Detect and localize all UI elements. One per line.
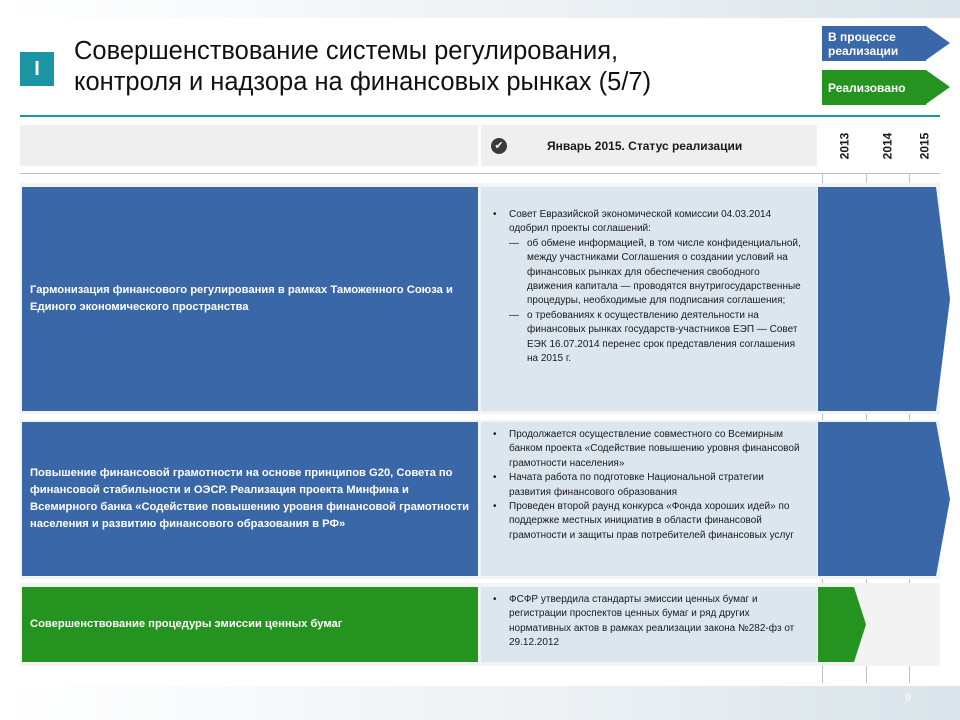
legend-in-progress-label: В процессе реализации [828,29,899,58]
legend-in-progress-arrow [926,26,950,60]
year-label-2014: 2014 [880,132,895,159]
list-item [493,309,801,367]
list-item [493,237,801,309]
row-2-label [22,422,478,576]
bullet-marker: • [493,501,497,513]
row-1-status-text [481,187,817,411]
row-3-label [22,587,478,662]
list-item-text: Продолжается осуществление совместного со Всемирным банком проекта «Содействие повышению уровня финансовой грамотности населения» [509,429,800,469]
page-title-line-2: контроля и надзора на финансовых рынках (5/7) [74,68,652,96]
row-2-status-text [481,422,817,576]
list-item-text: об обмене информацией, в том числе конфиденциальной, между участниками Соглашения о создании условий на финансовых рынках для обеспечения свободного движения капитала — проводятся внутригосударственные процедуры, необходимые для подписания соглашения; [527,237,801,307]
row-1-progress-arrow [818,187,952,411]
bullet-marker: • [493,209,497,220]
bullet-marker: • [493,429,497,440]
list-item [493,208,801,237]
list-item-text: ФСФР утвердила стандарты эмиссии ценных бумаг и регистрации проспектов ценных бумаг и ряд других нормативных актов в рамках реализации закона №282-фз от 29.12.2012 [509,594,795,649]
title-divider [20,115,940,117]
bullet-marker: • [493,594,497,605]
top-decor-band [0,0,960,18]
year-label-2013: 2013 [836,132,851,159]
year-header-2013 [822,125,866,166]
year-label-2015: 2015 [917,132,932,159]
year-header-2015 [909,125,940,166]
section-number: I [34,57,40,80]
legend-implemented-label: Реализовано [828,80,906,95]
list-item [493,428,805,471]
grid-top-line [20,173,940,174]
section-number-badge [20,52,54,86]
row-3-status-text [481,587,817,662]
page-number: 9 [905,692,912,704]
row-2-label-text: Повышение финансовой грамотности на основе принципов G20, Совета по финансовой стабильности и ОЭСР. Реализация проекта Минфина и Всемирного банка «Содействие повышению уровня финансовой грамотности населения и развитию финансового образования в РФ» [30,467,469,530]
legend-in-progress [822,26,926,61]
bullet-marker: • [493,472,497,484]
bottom-decor-band [0,686,960,720]
page-title [74,36,794,98]
row-1-label-text: Гармонизация финансового регулирования в рамках Таможенного Союза и Единого экономического пространства [30,284,453,313]
dash-marker: — [509,309,519,321]
page-title-line-1: Совершенствование системы регулирования, [74,37,619,65]
table-header-status [481,125,817,166]
status-column-title: Январь 2015. Статус реализации [547,138,743,153]
row-3-label-text: Совершенствование процедуры эмиссии ценных бумаг [30,618,343,630]
row-1-label [22,187,478,411]
legend-implemented [822,70,926,105]
year-header-2014 [866,125,909,166]
list-item-text: Совет Евразийской экономической комиссии 04.03.2014 одобрил проекты соглашений: [509,209,772,235]
list-item-text: о требованиях к осуществлению деятельности на финансовых рынках государств-участников ЕЭП — Совет ЕЭК 16.07.2014 перенес срок представления соглашения на 2015 г. [527,309,798,365]
row-3-implemented-arrow [818,587,868,662]
list-item-text: Начата работа по подготовке Национальной стратегии развития финансового образования [509,472,764,498]
dash-marker: — [509,237,519,249]
row-2-progress-arrow [818,422,952,576]
list-item [493,471,805,500]
check-circle-icon: ✔ [491,138,507,154]
list-item-text: Проведен второй раунд конкурса «Фонда хороших идей» по поддержке местных инициатив в области финансовой грамотности и защиты прав потребителей финансовых услуг [509,501,794,541]
legend-implemented-arrow [926,70,950,104]
list-item [493,593,805,651]
table-header-blank [20,125,478,166]
list-item [493,500,805,543]
